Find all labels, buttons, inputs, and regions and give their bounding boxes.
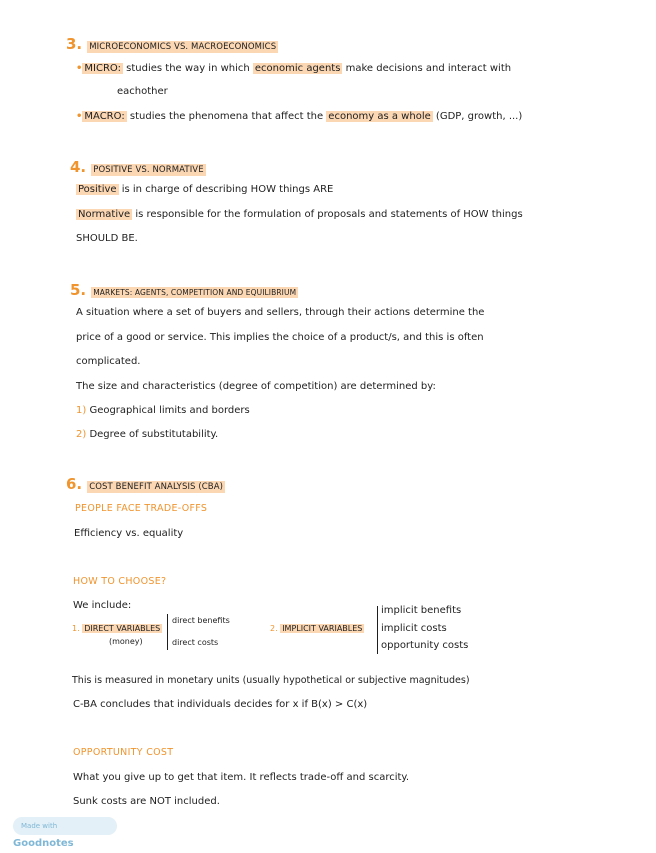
implicit-benefits: implicit benefits [381, 605, 462, 616]
micro-line-2: eachother [117, 86, 168, 97]
section-4-number: 4. [70, 158, 87, 176]
section-5-title: MARKETS: AGENTS, COMPETITION AND EQUILIBRIUM [93, 288, 297, 297]
micro-line: • MICRO: studies the way in which economic agents make decisions and interact with [76, 63, 512, 74]
section-6-heading [66, 474, 225, 493]
economy-whole-highlight: economy as a whole [328, 111, 431, 122]
item-1-number: 1) [76, 405, 87, 416]
concludes-text: C-BA concludes that individuals decides for x if B(x) > C(x) [73, 699, 368, 710]
normative-line [76, 209, 523, 220]
implicit-number: 2. [270, 624, 278, 633]
item-2-number: 2) [76, 429, 87, 440]
opportunity-line-2: Sunk costs are NOT included. [73, 796, 220, 807]
direct-costs: direct costs [172, 638, 219, 647]
implicit-costs: implicit costs [381, 623, 447, 634]
implicit-variables-text: IMPLICIT VARIABLES [282, 624, 363, 633]
item-2-text: Degree of substitutability. [86, 429, 219, 440]
goodnotes-badge[interactable] [13, 817, 117, 849]
macro-label: MACRO: [84, 111, 125, 122]
micro-label: MICRO: [84, 63, 121, 74]
badge-prefix: Made with [21, 822, 58, 830]
positive-text: is in charge of describing HOW things ARE [118, 184, 334, 195]
macro-line: • MACRO: studies the phenomena that affect the economy as a whole (GDP, growth, ...) [76, 111, 523, 122]
markets-item-2 [76, 429, 218, 440]
opportunity-cost-subheading: OPPORTUNITY COST [73, 747, 174, 758]
direct-variables-text: DIRECT VARIABLES [84, 624, 161, 633]
tradeoffs-subheading: PEOPLE FACE TRADE-OFFS [75, 503, 208, 514]
section-3-title: MICROECONOMICS VS. MACROECONOMICS [89, 42, 277, 52]
section-5-heading [70, 280, 298, 299]
section-5-number: 5. [70, 281, 87, 299]
markets-line-2: price of a good or service. This implies the choice of a product/s, and this is often [76, 332, 484, 343]
section-4-heading [70, 157, 206, 176]
direct-brace [167, 614, 168, 650]
markets-line-4: The size and characteristics (degree of competition) are determined by: [76, 381, 436, 392]
opportunity-costs-item: opportunity costs [381, 640, 469, 651]
measured-text: This is measured in monetary units (usually hypothetical or subjective magnitudes) [72, 675, 470, 686]
tradeoff-text: Efficiency vs. equality [74, 528, 184, 539]
direct-variables-label [72, 624, 162, 633]
macro-text-2: (GDP, growth, ...) [432, 111, 523, 122]
section-3-heading [66, 34, 278, 53]
economic-agents-highlight: economic agents [254, 63, 341, 74]
item-1-text: Geographical limits and borders [86, 405, 250, 416]
section-3-number: 3. [66, 35, 83, 53]
implicit-brace [377, 606, 378, 654]
markets-item-1 [76, 405, 250, 416]
macro-text-1: studies the phenomena that affect the [126, 111, 327, 122]
positive-line [76, 184, 333, 195]
normative-label: Normative [78, 209, 131, 220]
normative-text: is responsible for the formulation of proposals and statements of HOW things [132, 209, 523, 220]
direct-number: 1. [72, 624, 80, 633]
section-4-title: POSITIVE VS. NORMATIVE [93, 165, 204, 175]
markets-line-1: A situation where a set of buyers and sellers, through their actions determine the [76, 307, 485, 318]
micro-text-1: studies the way in which [122, 63, 253, 74]
badge-brand: Goodnotes [13, 838, 74, 849]
direct-money-text: (money) [109, 637, 143, 646]
how-to-choose-subheading: HOW TO CHOOSE? [73, 576, 167, 587]
positive-label: Positive [78, 184, 117, 195]
direct-benefits: direct benefits [172, 616, 230, 625]
markets-line-3: complicated. [76, 356, 141, 367]
opportunity-line-1: What you give up to get that item. It reflects trade-off and scarcity. [73, 772, 410, 783]
micro-text-2: make decisions and interact with [342, 63, 512, 74]
we-include-text: We include: [73, 600, 132, 611]
section-6-number: 6. [66, 475, 83, 493]
normative-line-2: SHOULD BE. [76, 233, 138, 244]
section-6-title: COST BENEFIT ANALYSIS (CBA) [89, 482, 224, 492]
implicit-variables-label [270, 624, 364, 633]
